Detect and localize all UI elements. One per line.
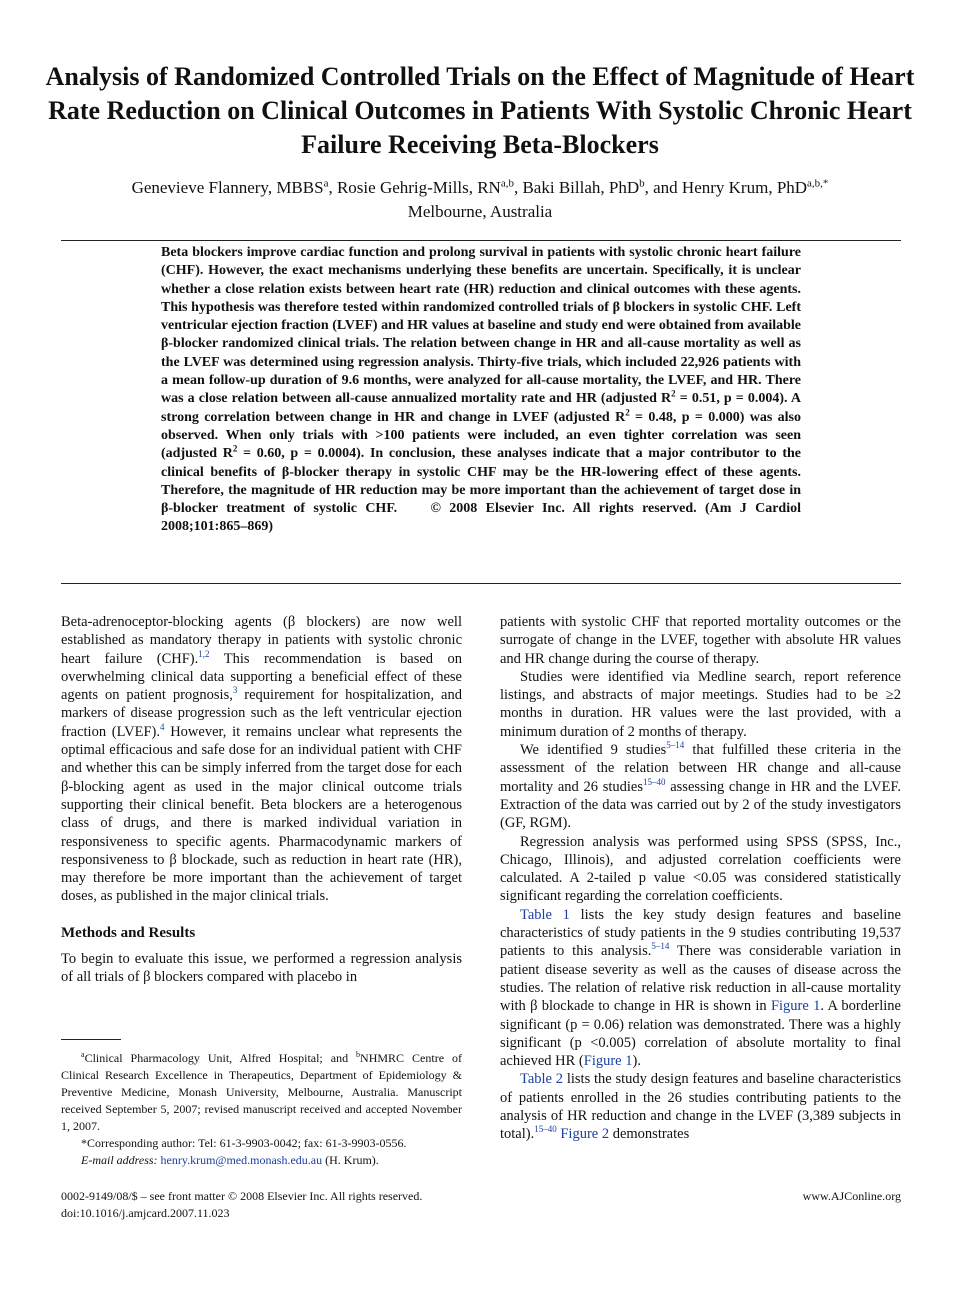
body-text: Beta-adrenoceptor-blocking agents (β blockers) are now well established as mandatory therapy in patients with systolic chronic heart failure (CHF). <box>61 614 462 667</box>
author-location: Melbourne, Australia <box>407 202 553 221</box>
author-list <box>40 176 920 200</box>
body-paragraph <box>500 1070 901 1143</box>
reference-link[interactable]: 15–40 <box>643 776 666 787</box>
footnote-text: Clinical Pharmacology Unit, Alfred Hospital; and <box>84 1051 357 1065</box>
body-text: assessing change in HR and the LVEF. Extraction of the data was carried out by 2 of the study investigators (GF, RGM). <box>500 778 901 832</box>
body-text: requirement for hospitalization, and markers of disease progression such as the left ventricular ejection fraction (LVEF). <box>61 687 462 740</box>
body-text: demonstrates <box>609 1126 690 1143</box>
reference-link[interactable]: 4 <box>160 721 165 732</box>
reference-link[interactable]: 1,2 <box>198 648 210 659</box>
email-label: E-mail address: <box>81 1153 158 1167</box>
methods-paragraph: To begin to evaluate this issue, we performed a regression analysis of all trials of β blockers compared with placebo in <box>61 951 462 986</box>
reference-link[interactable]: 15–40 <box>534 1124 557 1135</box>
footer-left <box>61 1188 422 1222</box>
abstract-copyright: © 2008 Elsevier Inc. All rights reserved. (Am J Cardiol 2008;101:865–869) <box>161 501 801 535</box>
email-link[interactable]: henry.krum@med.monash.edu.au <box>160 1153 323 1167</box>
affiliation-marker: a <box>323 177 329 190</box>
body-paragraph: Regression analysis was performed using SPSS (SPSS, Inc., Chicago, Illinois), and adjusted correlation coefficients were calculated. A 2-tailed p value <0.05 was considered statistically significant regarding the correlation coefficients. <box>500 833 901 905</box>
figure-1-link[interactable]: Figure 1 <box>770 998 821 1015</box>
superscript: 2 <box>625 407 630 418</box>
abstract-text: = 0.48, p = 0.000) was also observed. When only trials with >100 patients were included, an even tighter correlation was seen (adjusted R <box>161 409 801 462</box>
abstract-bottom-rule <box>61 583 901 584</box>
footnote-rule <box>61 1039 121 1040</box>
reference-link[interactable]: 5–14 <box>651 941 670 952</box>
abstract-text: Beta blockers improve cardiac function and prolong survival in patients with systolic chronic heart failure (CHF). However, the exact mechanisms underlying these benefits are uncertain. Specifically, it is unclear whether a close relation exists between heart rate (HR) reduction and clinical outcomes with these agents. This hypothesis was therefore tested within randomized controlled trials of β blockers in systolic CHF. Left ventricular ejection fraction (LVEF) and HR values at baseline and study end were obtained from available β-blocker randomized clinical trials. The relation between change in HR and all-cause mortality as well as the LVEF was determined using regression analysis. Thirty-five trials, which included 22,926 patients with a mean follow-up duration of 9.6 months, were analyzed for all-cause mortality, the LVEF, and HR. There was a close relation between all-cause annualized mortality rate and HR (adjusted R <box>161 245 801 407</box>
superscript: 2 <box>671 388 676 399</box>
affiliation-marker: b <box>639 177 645 190</box>
affiliation-marker: a,b <box>500 177 514 190</box>
body-paragraph <box>500 906 901 1071</box>
superscript: 2 <box>232 443 238 454</box>
doi-line[interactable]: doi:10.1016/j.amjcard.2007.11.023 <box>61 1206 230 1220</box>
table-1-link[interactable]: Table 1 <box>520 906 570 923</box>
reference-link[interactable]: 3 <box>232 685 238 696</box>
body-text: There was considerable variation in patient disease severity as well as the causes of disease across the studies. The relation of relative risk reduction in all-cause mortality with β blockade to change in HR is shown in <box>500 943 902 1015</box>
author-name: Genevieve Flannery, MBBS <box>131 178 324 197</box>
left-column <box>61 613 462 987</box>
body-paragraph: patients with systolic CHF that reported mortality outcomes or the surrogate of change in the LVEF, together with absolute HR values and HR change during the course of therapy. <box>500 614 901 667</box>
abstract-text: = 0.60, p = 0.0004). In conclusion, these analyses indicate that a major contributor to the clinical benefits of β-blocker therapy in systolic CHF may be the HR-lowering effect of these agents. Therefore, the magnitude of HR reduction may be more important than the achievement of target dose in β-blocker treatment of systolic CHF. <box>161 446 801 517</box>
body-text: This recommendation is based on overwhelming clinical data supporting a beneficial effect of these agents on patient prognosis, <box>61 650 462 704</box>
table-2-link[interactable]: Table 2 <box>520 1071 564 1088</box>
footnote-text: (H. Krum). <box>322 1153 379 1167</box>
section-heading: Methods and Results <box>61 924 196 941</box>
body-text: that fulfilled these criteria in the assessment of the relation between HR change and all-cause mortality and 26 studies <box>500 742 901 795</box>
footnote-text: NHMRC Centre of Clinical Research Excellence in Therapeutics, Department of Epidemiology & Preventive Medicine, Monash University, Melbourne, Australia. Manuscript received September 5, 2007; revised manuscript received and accepted November 1, 2007. <box>61 1051 462 1133</box>
affiliation-marker: a,b,* <box>807 177 829 190</box>
body-paragraph <box>500 741 901 832</box>
figure-2-link[interactable]: Figure 2 <box>560 1126 610 1143</box>
author-name: , and Henry Krum, PhD <box>644 178 808 197</box>
figure-1-link[interactable]: Figure 1 <box>583 1053 633 1070</box>
abstract-top-rule <box>61 240 901 241</box>
affiliation-footnote <box>61 1050 462 1135</box>
author-name: , Baki Billah, PhD <box>513 178 640 197</box>
reference-link[interactable]: 5–14 <box>666 740 685 751</box>
body-text: ). <box>632 1053 641 1070</box>
journal-url[interactable]: www.AJConline.org <box>802 1189 901 1203</box>
body-text: lists the key study design features and baseline characteristics of study patients in the 9 studies contributing 19,537 patients to this analysis. <box>500 906 901 960</box>
body-text: However, it remains unclear what represents the optimal efficacious and safe dose for an individual patient with CHF and whether this can be simply inferred from the target dose for each β-blocking agent as used in the major clinical outcome trials supporting their clinical benefit. Beta blockers are a heterogenous class of drugs, and there is marked individual variation in responsiveness to specific agents. Pharmacodynamic markers of responsiveness to β blockade, such as reduction in heart rate (HR), may therefore be more important than the achievement of target doses, as published in the major clinical trials. <box>61 723 462 905</box>
right-column <box>500 613 901 1144</box>
issn-line: 0002-9149/08/$ – see front matter © 2008 Elsevier Inc. All rights reserved. <box>61 1189 423 1203</box>
abstract-text: = 0.51, p = 0.004). A strong correlation between change in HR and change in LVEF (adjusted R <box>161 391 801 425</box>
affiliation-marker: a <box>81 1050 85 1059</box>
body-paragraph: Studies were identified via Medline search, report reference listings, and abstracts of major meetings. Studies had to be ≥2 months in duration. HR values were the last provided, with a minimum duration of 2 months of therapy. <box>500 668 901 740</box>
corresponding-author: *Corresponding author: Tel: 61-3-9903-0042; fax: 61-3-9903-0556. <box>81 1136 407 1150</box>
email-footnote <box>61 1152 462 1169</box>
article-title: Analysis of Randomized Controlled Trials on the Effect of Magnitude of Heart Rate Reduction on Clinical Outcomes in Patients With Systolic Chronic Heart Failure Receiving Beta-Blockers <box>45 62 915 159</box>
abstract <box>161 244 801 537</box>
body-text: We identified 9 studies <box>520 742 667 759</box>
body-text: . A borderline significant (p = 0.06) relation was demonstrated. There was a highly significant (p <0.005) correlation of absolute mortality to final achieved HR ( <box>500 998 901 1070</box>
body-text: lists the study design features and baseline characteristics of patients enrolled in the 26 studies contributing patients to the analysis of HR reduction and change in the LVEF (3,389 subjects in total). <box>500 1071 901 1143</box>
intro-paragraph <box>61 613 462 906</box>
affiliation-marker: b <box>356 1050 361 1059</box>
author-name: , Rosie Gehrig-Mills, RN <box>328 178 501 197</box>
footnotes <box>61 1050 462 1169</box>
